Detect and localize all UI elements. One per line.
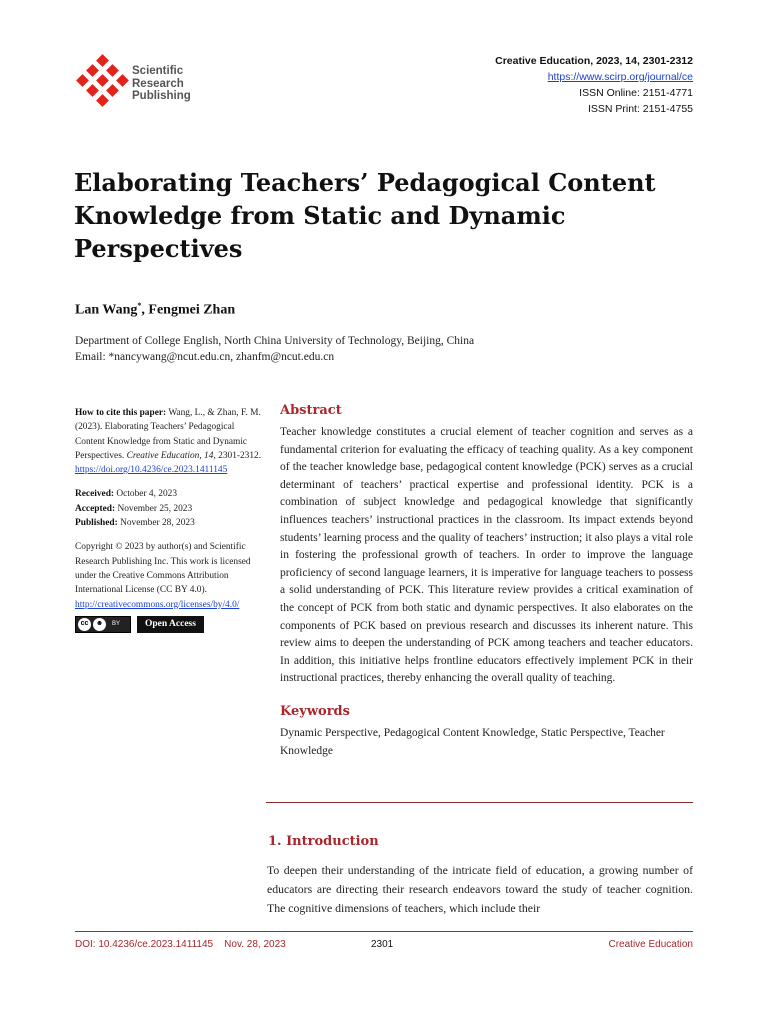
cite-doi-link[interactable]: https://doi.org/10.4236/ce.2023.1411145 [75,465,228,476]
published-label: Published: [75,518,118,529]
cc-by-badge[interactable] [75,616,131,633]
dates-block [75,487,265,530]
publisher-name-line: Scientific [132,65,184,77]
keywords-text: Dynamic Perspective, Pedagogical Content Knowledge, Static Perspective, Teacher Knowledge [280,726,665,757]
introduction-text: To deepen their understanding of the intricate field of education, a growing number of educators are directing their research endeavors toward the study of teacher cognition. The cognitive dimensions of teachers, which include their [267,863,693,915]
author-separator: , [141,302,149,318]
issn-online: ISSN Online: 2151-4771 [579,87,693,99]
journal-citation: Creative Education, 2023, 14, 2301-2312 [495,55,693,67]
footer-doi: DOI: 10.4236/ce.2023.1411145 Nov. 28, 2023 [75,939,286,950]
accepted-label: Accepted: [75,503,116,514]
red-diamond-cluster-icon [76,54,130,108]
author-name: Lan Wang [75,302,138,318]
abstract-heading: Abstract [280,403,342,418]
received-label: Received: [75,489,115,500]
cc-icon: cc [78,618,91,631]
publisher-logo [76,54,216,108]
publisher-name-line: Publishing [132,90,191,102]
publisher-name [132,65,191,103]
open-access-badge[interactable]: Open Access [137,616,204,633]
corresponding-mark: * [137,301,142,310]
article-title: Elaborating Teachers’ Pedagogical Content Knowledge from Static and Dynamic Perspectives [74,168,656,263]
copyright-text: Copyright © 2023 by author(s) and Scientific Research Publishing Inc. This work is licensed under the Creative Commons Attribution International License (CC BY 4.0). [75,542,251,596]
received-date: October 4, 2023 [116,489,178,500]
footer-journal: Creative Education [608,939,693,950]
cite-text: Wang, L., & Zhan, F. M. (2023). Elaborating Teachers’ Pedagogical Content Knowledge from Static and Dynamic Perspectives. [75,408,261,461]
footer-divider [75,931,693,932]
author-list [75,301,235,319]
affiliation-block [75,333,474,365]
journal-meta [495,53,693,117]
keywords-heading: Keywords [280,703,350,719]
journal-url-link[interactable]: https://www.scirp.org/journal/ce [547,71,693,83]
cite-pages: 2301-2312. [218,450,262,461]
publisher-name-line: Research [132,77,184,90]
license-badges [75,616,265,633]
citation-block [75,406,265,477]
attribution-person-icon: ☻ [93,618,106,631]
page-footer [75,939,693,953]
issn-print: ISSN Print: 2151-4755 [587,103,693,115]
cite-journal: Creative Education, 14, [126,450,216,461]
introduction-heading: 1. Introduction [268,834,379,849]
main-column [280,403,693,760]
cite-label: How to cite this paper: [75,408,167,418]
section-divider [266,802,693,803]
page-number: 2301 [371,939,394,950]
license-link[interactable]: http://creativecommons.org/licenses/by/4.0/ [75,599,240,610]
copyright-block [75,540,265,632]
article-sidebar [75,406,265,643]
author-name: Fengmei Zhan [148,302,236,318]
email-line: Email: *nancywang@ncut.edu.cn, zhanfm@ncut.edu.cn [75,351,335,363]
abstract-text: Teacher knowledge constitutes a crucial element of teacher cognition and serves as a fundamental criterion for evaluating the efficacy of teaching quality. As a key component of the teacher knowledge base, pedagogical content knowledge (PCK) serves as a crucial determinant of teachers’ practical expertise and professional identity. PCK is a combination of subject knowledge and pedagogical knowledge that significantly influences teachers’ instructional practices in the classroom. Its impact extends beyond students’ learning process and the quality of teachers’ instruction; it also plays a vital role in fostering the professional growth of teachers. In order to improve the language proficiency of second language learners, it is imperative for language teachers to possess a solid understanding of PCK. This literature review provides a critical examination of the concept of PCK from both static and dynamic perspectives. It also elaborates on the components of PCK based on previous research and discusses its inherent nature. This review aims to deepen the understanding of PCK among teachers and teacher educators. In addition, this initiative helps frontline educators effectively implement PCK in their instructional practices, thereby enhancing the overall quality of teaching. [280,426,693,685]
published-date: November 28, 2023 [120,518,195,529]
by-label: BY [112,621,121,628]
accepted-date: November 25, 2023 [117,503,193,514]
affiliation: Department of College English, North China University of Technology, Beijing, China [75,335,475,347]
